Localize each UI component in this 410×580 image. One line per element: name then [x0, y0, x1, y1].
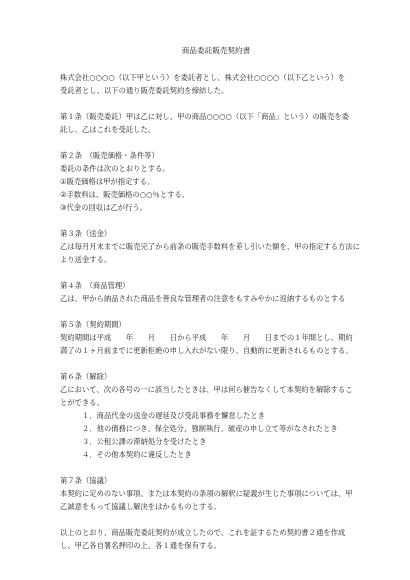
article-7 — [60, 474, 372, 513]
article-5-line: 満了の１ヶ月前までに更新拒絶の申し入れがない限り、自動的に更新されるものとする。 — [60, 346, 353, 355]
article-1-line: 託し、乙はこれを受託した。 — [60, 125, 156, 134]
document-title: 商品委託販売契約書 — [181, 46, 251, 55]
article-5 — [60, 318, 372, 357]
article-7-heading: 第７条（協議） — [60, 476, 112, 485]
article-6-line: とができる。 — [60, 398, 104, 407]
article-6-item: ２．他の債務につき、保全処分、強制執行、破産の申し立て等がなされたとき — [82, 424, 338, 433]
article-6 — [60, 370, 372, 461]
article-1-line: 第１条（販売委託）甲は乙に対し、甲の商品○○○○（以下「商品」という）の販売を委 — [60, 112, 349, 121]
intro-line: 株式会社○○○○（以下甲という）を委託者とし、株式会社○○○○（以下乙という）を — [60, 73, 346, 82]
closing-line: 以上のとおり、商品販売委託契約が成立したので、これを証するため契約書２通を作成 — [60, 528, 346, 537]
article-3-heading: 第３条（送金） — [60, 229, 112, 238]
article-4-line: 乙は、甲から納品された商品を善良な管理者の注意をもすみやかに返納するものとする — [60, 294, 346, 303]
article-7-line: 本契約に定めのない事項、または本契約の条項の解釈に疑義が生じた事項については、甲 — [60, 489, 353, 498]
article-6-heading: 第６条（解除） — [60, 372, 112, 381]
article-4-heading: 第４条 （商品管理） — [60, 281, 130, 290]
article-3 — [60, 227, 372, 266]
article-6-item: ４．その他本契約に違反したとき — [82, 450, 192, 459]
article-2-line: ③代金の回収は乙が行う。 — [60, 203, 148, 212]
article-6-line: 乙において、次の各号の一に該当したときは、甲は何ら催告なくして本契約を解除するこ — [60, 385, 353, 394]
article-2-heading: 第２条 （販売価格・条件等） — [60, 151, 159, 160]
article-7-line: 乙誠意をもって協議し解決をはかるものとする。 — [60, 502, 221, 511]
article-2-line: ②手数料は、販売価格の○○％とする。 — [60, 190, 190, 199]
article-4 — [60, 279, 372, 305]
article-6-item: ３．公租公課の滞納処分を受けたとき — [82, 437, 207, 446]
article-3-line: より送金する。 — [60, 255, 112, 264]
article-1 — [60, 110, 372, 136]
article-6-item: １．商品代金の送金の遅延及び受託事務を懈怠したとき — [82, 411, 265, 420]
closing-paragraph — [60, 526, 372, 552]
intro-paragraph — [60, 71, 372, 97]
article-5-heading: 第５条（契約期間） — [60, 320, 126, 329]
article-2-line: ①販売価格は甲が指定する。 — [60, 177, 155, 186]
intro-line: 受託者とし、以下の通り販売委託契約を締結した。 — [60, 86, 229, 95]
article-2 — [60, 149, 372, 214]
article-5-line: 契約期間は平成 年 月 日から平成 年 月 日までの１年間とし、期約 — [60, 333, 353, 342]
article-2-line: 委託の条件は次のとおりとする。 — [60, 164, 170, 173]
closing-line: し、甲乙各自署名押印の上、各１通を保有する。 — [60, 541, 221, 550]
article-3-line: 乙は毎月月末までに販売完了から前条の販売手数料を差し引いた額を、甲の指定する方法に — [60, 242, 360, 251]
